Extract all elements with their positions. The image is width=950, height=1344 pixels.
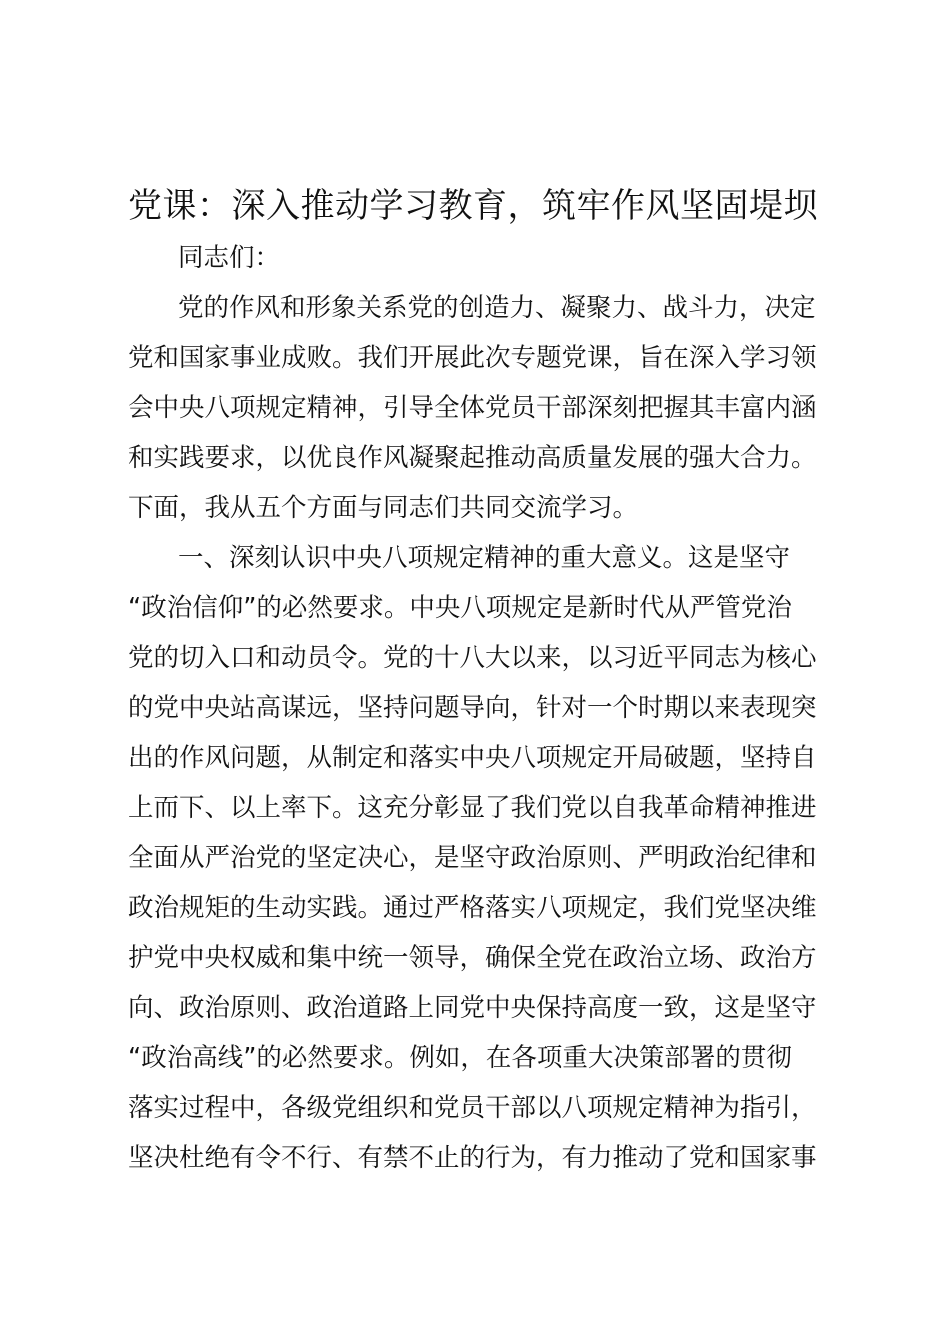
paragraph-line: 党和国家事业成败。我们开展此次专题党课，旨在深入学习领 — [128, 343, 817, 373]
paragraph-line: 会中央八项规定精神，引导全体党员干部深刻把握其丰富内涵 — [128, 393, 817, 423]
paragraph-line: 下面，我从五个方面与同志们共同交流学习。 — [128, 493, 639, 523]
document-body — [128, 233, 828, 1183]
paragraph-line: 的党中央站高谋远，坚持问题导向，针对一个时期以来表现突 — [128, 693, 817, 723]
paragraph-line: 党的切入口和动员令。党的十八大以来，以习近平同志为核心 — [128, 643, 817, 673]
paragraph-line: 党的作风和形象关系党的创造力、凝聚力、战斗力，决定 — [178, 293, 816, 323]
salutation-line: 同志们： — [178, 243, 281, 273]
paragraph-line: 坚决杜绝有令不行、有禁不止的行为，有力推动了党和国家事 — [128, 1143, 817, 1173]
paragraph-line: 出的作风问题，从制定和落实中央八项规定开局破题，坚持自 — [128, 743, 817, 773]
paragraph-line: 落实过程中，各级党组织和党员干部以八项规定精神为指引， — [128, 1093, 817, 1123]
paragraph-line: 政治规矩的生动实践。通过严格落实八项规定，我们党坚决维 — [128, 893, 817, 923]
paragraph-line: 护党中央权威和集中统一领导，确保全党在政治立场、政治方 — [128, 943, 817, 973]
paragraph-line: “政治信仰”的必然要求。中央八项规定是新时代从严管党治 — [128, 593, 792, 623]
paragraph-line: “政治高线”的必然要求。例如，在各项重大决策部署的贯彻 — [128, 1043, 792, 1073]
paragraph-line: 全面从严治党的坚定决心，是坚守政治原则、严明政治纪律和 — [128, 843, 817, 873]
section-heading-line: 一、深刻认识中央八项规定精神的重大意义。这是坚守 — [178, 543, 791, 573]
paragraph-line: 和实践要求，以优良作风凝聚起推动高质量发展的强大合力。 — [128, 443, 817, 473]
paragraph-line: 向、政治原则、政治道路上同党中央保持高度一致，这是坚守 — [128, 993, 817, 1023]
paragraph-line: 上而下、以上率下。这充分彰显了我们党以自我革命精神推进 — [128, 793, 817, 823]
document-title: 党课：深入推动学习教育，筑牢作风坚固堤坝 — [128, 186, 818, 226]
